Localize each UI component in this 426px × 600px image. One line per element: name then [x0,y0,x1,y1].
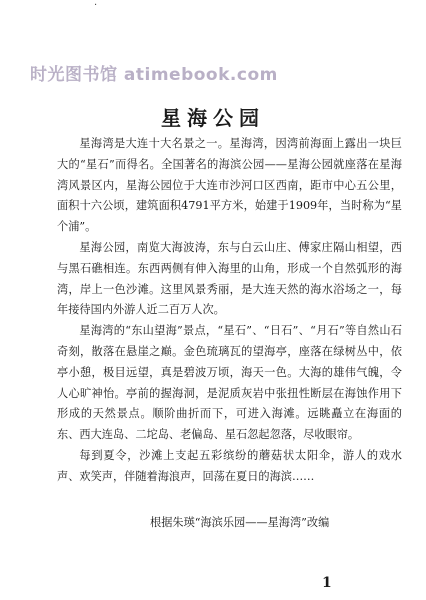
article-body [57,134,402,488]
page-title: 星海公园 [161,106,265,130]
page-number: 1 [322,575,332,591]
paragraph-3: 星海湾的“东山望海”景点，“星石”、“日石”、“月石”等自然山石奇刻，散落在悬崖之巅。金色琉璃瓦的望海亭，座落在绿树丛中，依亭小憩，极目远望，真是碧波万顷，海天一色。大海的雄伟气魄，令人心旷神怡。亭前的握海洞，是泥质灰岩中张扭性断层在海蚀作用下形成的天然景点。顺阶曲折而下，可进入海滩。远眺矗立在海面的东、西大连岛、二坨岛、老偏岛、星石忽起忽落，尽收眼帘。 [57,324,402,442]
source-attribution: 根据朱瑛“海滨乐园——星海湾”改编 [150,516,330,529]
paragraph-4: 每到夏令，沙滩上支起五彩缤纷的蘑菇状太阳伞，游人的戏水声、欢笑声，伴随着海浪声，回荡在夏日的海滨…… [57,448,402,483]
paragraph-2: 星海公园，南览大海波涛，东与白云山庄、傅家庄隔山相望，西与黑石礁相连。东西两侧有伸入海里的山角，形成一个自然弧形的海湾，岸上一色沙滩。这里风景秀丽，是大连天然的海水浴场之一，每年接待国内外游人近二百万人次。 [57,240,402,317]
paragraph-1: 星海湾是大连十大名景之一。星海湾，因湾前海面上露出一块巨大的“星石”而得名。全国著名的海滨公园——星海公园就座落在星海湾风景区内，星海公园位于大连市沙河口区西南，距市中心五公里，面积十六公顷，建筑面积4791平方米，始建于1909年，当时称为“星个浦”。 [57,137,402,234]
watermark: 时光图书馆 atimebook.com [30,65,278,85]
corner-mark: · [94,0,98,11]
